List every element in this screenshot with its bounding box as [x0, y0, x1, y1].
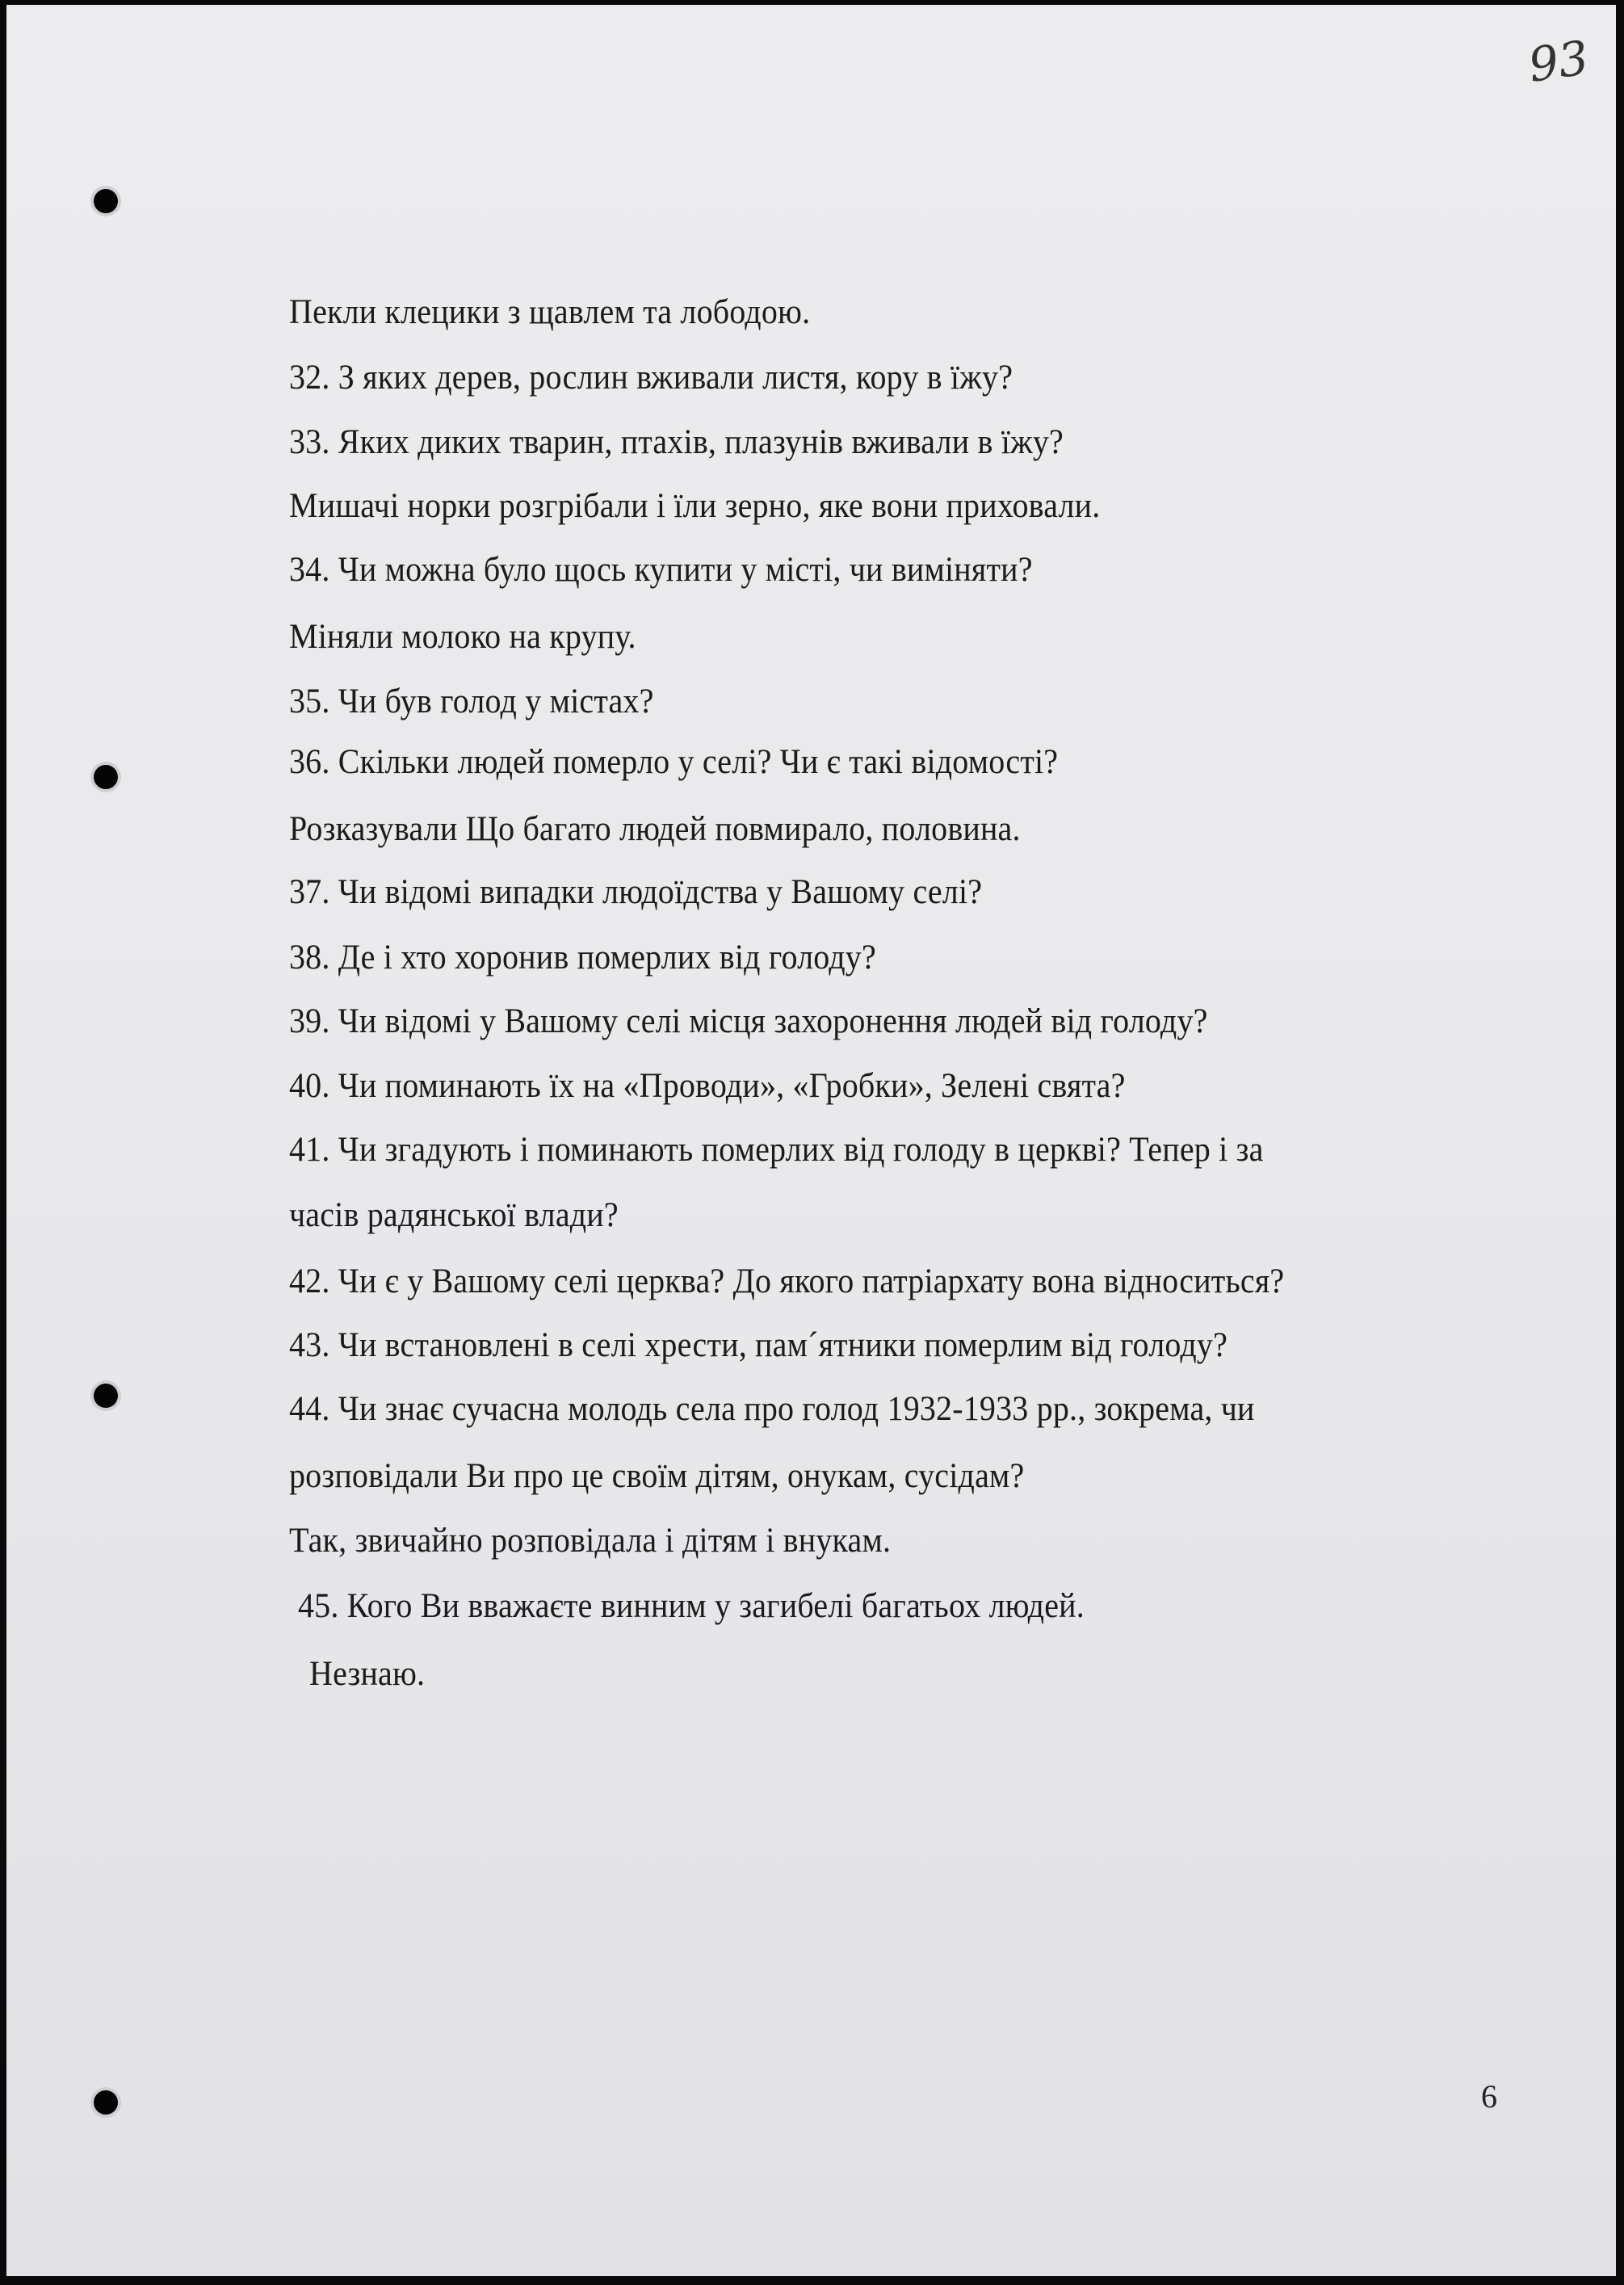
punch-hole-icon — [94, 189, 118, 213]
question-text: 34. Чи можна було щось купити у місті, чи виміняти? — [289, 551, 1033, 589]
page-number: 6 — [1481, 2078, 1497, 2115]
question-text: 39. Чи відомі у Вашому селі місця захоронення людей від голоду? — [289, 1002, 1208, 1040]
answer-text: Розказували Що багато людей повмирало, половина. — [289, 810, 1021, 848]
question-text: розповідали Ви про це своїм дітям, онукам, сусідам? — [289, 1457, 1025, 1495]
question-text: 44. Чи знає сучасна молодь села про голод 1932-1933 рр., зокрема, чи — [289, 1390, 1255, 1428]
punch-hole-icon — [94, 765, 118, 789]
question-text: 43. Чи встановлені в селі хрести, пам´ятники померлим від голоду? — [289, 1326, 1228, 1364]
question-text: 40. Чи поминають їх на «Проводи», «Гробки», Зелені свята? — [289, 1067, 1126, 1105]
question-text: 36. Скільки людей померло у селі? Чи є такі відомості? — [289, 743, 1059, 781]
question-text: 41. Чи згадують і поминають померлих від голоду в церкві? Тепер і за — [289, 1131, 1264, 1169]
question-text: 33. Яких диких тварин, птахів, плазунів вживали в їжу? — [289, 423, 1064, 461]
question-text: 32. З яких дерев, рослин вживали листя, кору в їжу? — [289, 359, 1013, 397]
answer-text: Незнаю. — [309, 1655, 426, 1693]
punch-hole-icon — [94, 2090, 118, 2115]
answer-text: Пекли клецики з щавлем та лободою. — [289, 293, 811, 331]
question-text: 38. Де і хто хоронив померлих від голоду? — [289, 939, 876, 977]
question-text: 45. Кого Ви вважаєте винним у загибелі багатьох людей. — [298, 1587, 1085, 1625]
question-text: часів радянської влади? — [289, 1196, 619, 1234]
question-text: 35. Чи був голод у містах? — [289, 683, 654, 720]
question-text: 42. Чи є у Вашому селі церква? До якого патріархату вона відноситься? — [289, 1262, 1285, 1300]
answer-text: Міняли молоко на крупу. — [289, 618, 636, 656]
punch-hole-icon — [94, 1384, 118, 1408]
question-text: 37. Чи відомі випадки людоїдства у Вашому селі? — [289, 873, 983, 911]
document-page — [6, 5, 1616, 2276]
handwritten-page-number: 93 — [1525, 30, 1593, 93]
answer-text: Так, звичайно розповідала і дітям і внукам. — [289, 1522, 892, 1560]
answer-text: Мишачі норки розгрібали і їли зерно, яке вони приховали. — [289, 487, 1101, 525]
